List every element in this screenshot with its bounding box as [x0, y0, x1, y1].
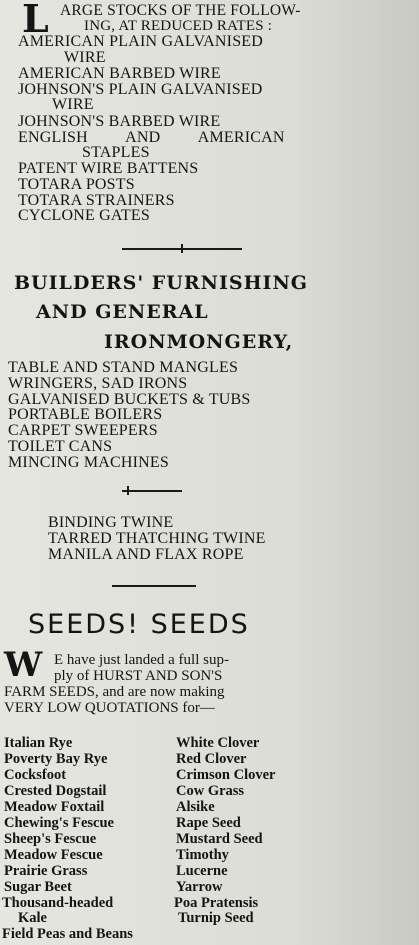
ironmongery-item: TOILET CANS	[8, 438, 113, 455]
stock-item: CYCLONE GATES	[18, 207, 150, 224]
seeds-intro-line: E have just landed a full sup-	[54, 652, 229, 668]
twine-item: BINDING TWINE	[48, 514, 174, 531]
section-heading: BUILDERS' FURNISHING	[14, 272, 309, 294]
divider-rule	[122, 490, 182, 492]
ironmongery-item: PORTABLE BOILERS	[8, 406, 163, 423]
stock-item: ENGLISH AND AMERICAN	[18, 129, 285, 146]
twine-item: MANILA AND FLAX ROPE	[48, 546, 244, 563]
divider-rule	[112, 585, 196, 587]
seed-left: Meadow Fescue	[4, 847, 103, 863]
ironmongery-item: WRINGERS, SAD IRONS	[8, 375, 188, 392]
seeds-heading: SEEDS! SEEDS	[28, 609, 250, 640]
seed-left: Kale	[18, 910, 47, 926]
stock-item: JOHNSON'S PLAIN GALVANISED	[18, 81, 263, 98]
divider-tick	[127, 486, 129, 495]
stock-item: WIRE	[64, 49, 106, 66]
ironmongery-item: MINCING MACHINES	[8, 454, 169, 471]
seed-left: Sheep's Fescue	[4, 831, 97, 847]
seed-left: Chewing's Fescue	[4, 815, 114, 831]
twine-item: TARRED THATCHING TWINE	[48, 530, 266, 547]
seeds-intro-line: ply of HURST AND SON'S	[54, 668, 223, 684]
seed-right: Cow Grass	[176, 783, 245, 799]
ironmongery-item: GALVANISED BUCKETS & TUBS	[8, 391, 251, 408]
seed-right: Lucerne	[176, 863, 228, 879]
section-heading: IRONMONGERY,	[104, 331, 294, 353]
drop-cap-w: W	[4, 645, 43, 685]
seed-left: Field Peas and Beans	[2, 926, 133, 942]
seed-left: Sugar Beet	[4, 879, 72, 895]
stock-item: AMERICAN PLAIN GALVANISED	[18, 33, 264, 50]
stock-item: TOTARA POSTS	[18, 176, 135, 193]
seed-left: Thousand-headed	[2, 895, 114, 911]
seed-left: Poverty Bay Rye	[4, 751, 108, 767]
seed-right: Alsike	[176, 799, 215, 815]
stock-item: WIRE	[52, 96, 94, 113]
seed-left: Italian Rye	[4, 735, 73, 751]
intro-line: ARGE STOCKS OF THE FOLLOW-	[60, 2, 301, 19]
stock-item: STAPLES	[82, 144, 150, 161]
intro-line: ING, AT REDUCED RATES :	[84, 18, 273, 34]
section-heading: AND GENERAL	[36, 301, 209, 323]
seed-right: Rape Seed	[176, 815, 241, 831]
seed-right: Yarrow	[176, 879, 223, 895]
seed-right: Red Clover	[176, 751, 247, 767]
drop-cap-l: L	[22, 0, 49, 41]
seed-left: Cocksfoot	[4, 767, 67, 783]
seed-right: Crimson Clover	[176, 767, 276, 783]
seeds-intro-line: VERY LOW QUOTATIONS for—	[4, 700, 215, 716]
stock-item: TOTARA STRAINERS	[18, 192, 175, 209]
seeds-intro-line: FARM SEEDS, and are now making	[4, 684, 225, 700]
seed-left: Crested Dogstail	[4, 783, 107, 799]
divider-tick	[181, 244, 183, 253]
seed-left: Meadow Foxtail	[4, 799, 105, 815]
stock-item: AMERICAN BARBED WIRE	[18, 65, 221, 82]
seed-right: Timothy	[176, 847, 229, 863]
ironmongery-item: CARPET SWEEPERS	[8, 422, 158, 439]
seed-right: Poa Pratensis	[174, 895, 259, 911]
ironmongery-item: TABLE AND STAND MANGLES	[8, 359, 239, 376]
seed-left: Prairie Grass	[4, 863, 88, 879]
seed-right: Mustard Seed	[176, 831, 263, 847]
seed-right: Turnip Seed	[178, 910, 254, 926]
seed-right: White Clover	[176, 735, 260, 751]
stock-item: JOHNSON'S BARBED WIRE	[18, 113, 221, 130]
stock-item: PATENT WIRE BATTENS	[18, 160, 199, 177]
